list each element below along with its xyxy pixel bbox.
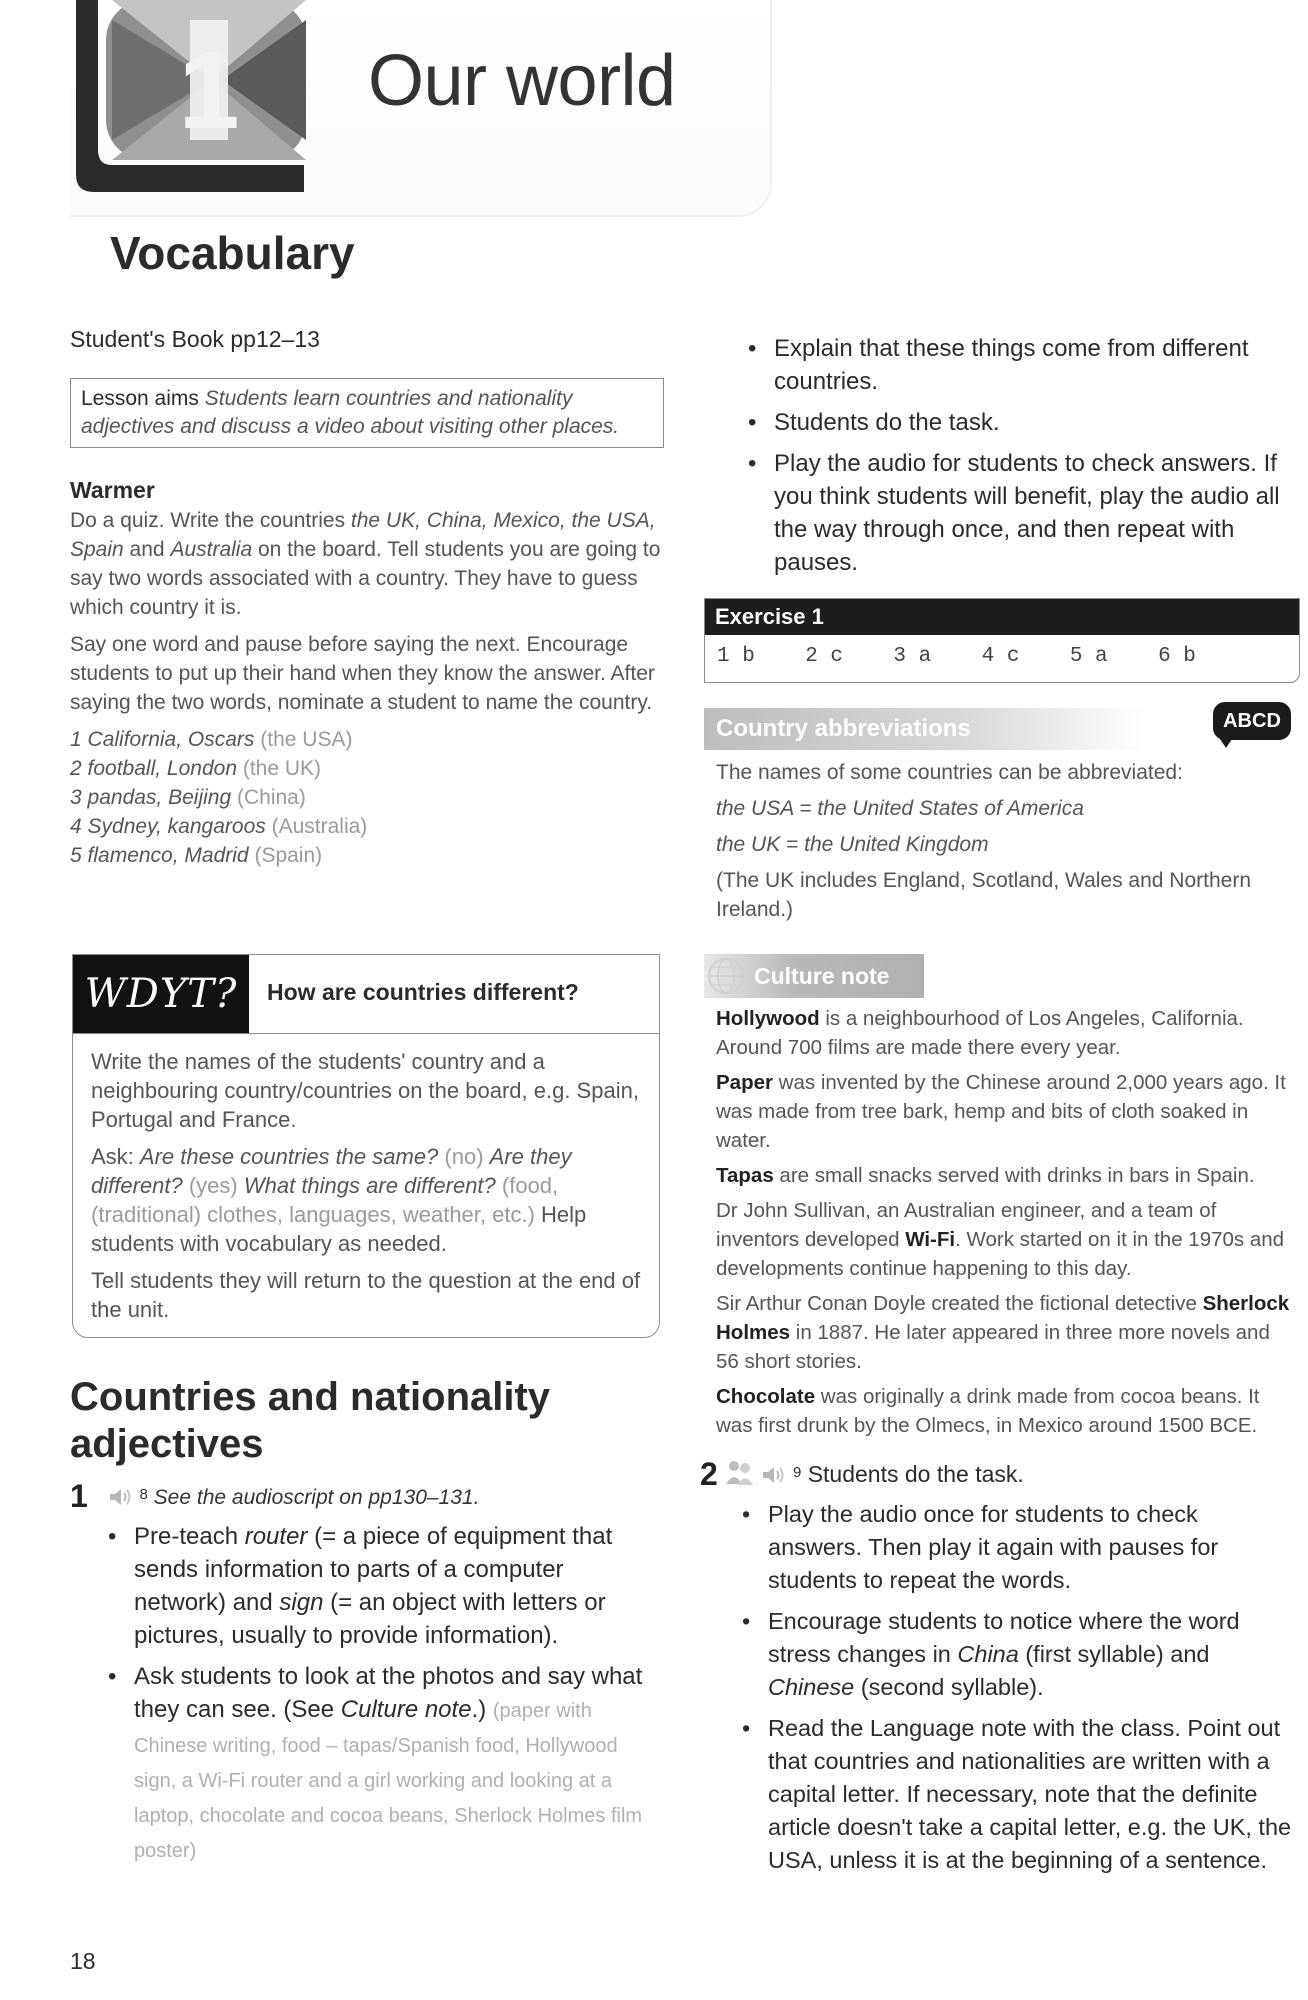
- quiz-item: 4 Sydney, kangaroos (Australia): [70, 815, 368, 838]
- audio-track-number: 9: [792, 1464, 802, 1481]
- students-book-reference: Student's Book pp12–13: [70, 326, 320, 352]
- lesson-aims-label: Lesson aims: [81, 387, 199, 410]
- culture-item: Chocolate was originally a drink made from cocoa beans. It was first drunk by the Olmecs, in Mexico around 1500 BCE.: [716, 1385, 1260, 1437]
- lesson-aims-text: Students learn countries and nationality adjectives and discuss a video about visiting other places.: [81, 387, 620, 438]
- warmer-heading: Warmer: [70, 477, 155, 503]
- audioscript-reference: See the audioscript on pp130–131.: [153, 1486, 480, 1509]
- quiz-item: 5 flamenco, Madrid (Spain): [70, 844, 323, 867]
- abbreviations-note: (The UK includes England, Scotland, Wales and Northern Ireland.): [716, 869, 1252, 921]
- globe-icon: [706, 956, 746, 996]
- unit-badge-icon: [72, 0, 316, 195]
- audio-speaker-icon: [108, 1487, 134, 1507]
- exercise-2-intro: Students do the task.: [807, 1461, 1024, 1487]
- exercise-2-bullets: [734, 1498, 1294, 1885]
- abbreviation-line: the UK = the United Kingdom: [716, 833, 989, 856]
- abbreviation-line: the USA = the United States of America: [716, 797, 1084, 820]
- exercise-1-number: 1: [70, 1478, 88, 1514]
- audio-track-number: 8: [139, 1486, 148, 1503]
- pairwork-icon: [724, 1458, 754, 1486]
- list-item: • Students do the task.: [740, 406, 1280, 439]
- section-title: Vocabulary: [110, 227, 355, 279]
- exercise-1-line: [70, 1478, 479, 1515]
- list-item: • Play the audio for students to check answers. If you think students will benefit, play the audio all the way through once, and then repeat with pauses.: [740, 447, 1280, 579]
- intro-bullets: [740, 332, 1280, 587]
- wdyt-paragraph-3: Tell students they will return to the question at the end of the unit.: [91, 1268, 641, 1322]
- exercise-box-title: Exercise 1: [705, 599, 1299, 635]
- warmer-paragraph-1: Do a quiz. Write the countries the UK, China, Mexico, the USA, Spain and Australia on the board. Tell students you are going to say two words associated with a country. They have to guess which country it is.: [70, 509, 661, 619]
- quiz-item: 1 California, Oscars (the USA): [70, 728, 353, 751]
- wdyt-box: [72, 954, 660, 1338]
- culture-note-body: [716, 1004, 1296, 1446]
- warmer-paragraph-2: Say one word and pause before saying the next. Encourage students to put up their hand when they know the answer. After saying the two words, nominate a student to name the country.: [70, 633, 655, 714]
- culture-note-heading: Culture note: [704, 954, 924, 998]
- wdyt-paragraph-2: Ask: Are these countries the same? (no) Are they different? (yes) What things are different? (food, (traditional) clothes, languages, weather, etc.) Help students with vocabulary as needed.: [91, 1144, 587, 1256]
- abcd-badge: ABCD: [1213, 702, 1291, 740]
- wdyt-body: [91, 1047, 647, 1324]
- list-item: • Ask students to look at the photos and say what they can see. (See Culture note.) (paper with Chinese writing, food – tapas/Spanish food, Hollywood sign, a Wi-Fi router and a girl working and looking at a laptop, chocolate and cocoa beans, Sherlock Holmes film poster): [100, 1660, 660, 1868]
- culture-item: Hollywood is a neighbourhood of Los Angeles, California. Around 700 films are made there every year.: [716, 1007, 1244, 1059]
- exercise-1-bullets: [100, 1520, 660, 1876]
- culture-item: Dr John Sullivan, an Australian engineer, and a team of inventors developed Wi-Fi. Work started on it in the 1970s and developments continue happening to this day.: [716, 1199, 1285, 1280]
- warmer-body: [70, 506, 670, 870]
- quiz-item: 3 pandas, Beijing (China): [70, 786, 306, 809]
- country-abbreviations-heading: Country abbreviations: [704, 708, 1144, 750]
- culture-item: Tapas are small snacks served with drinks in bars in Spain.: [716, 1164, 1255, 1187]
- abbreviations-intro: The names of some countries can be abbreviated:: [716, 761, 1183, 784]
- list-item: • Read the Language note with the class. Point out that countries and nationalities are written with a capital letter. If necessary, note that the definite article doesn't take a capital letter, e.g. the UK, the USA, unless it is at the beginning of a sentence.: [734, 1712, 1294, 1877]
- exercise-2-number: 2: [700, 1456, 718, 1492]
- countries-nationality-heading: Countries and nationality adjectives: [70, 1375, 551, 1466]
- culture-item: Paper was invented by the Chinese around 2,000 years ago. It was made from tree bark, hemp and bits of cloth soaked in water.: [716, 1071, 1286, 1152]
- wdyt-header: [73, 955, 659, 1034]
- list-item: • Play the audio once for students to check answers. Then play it again with pauses for students to repeat the words.: [734, 1498, 1294, 1597]
- list-item: • Pre-teach router (= a piece of equipment that sends information to parts of a computer network) and sign (= an object with letters or pictures, usually to provide information).: [100, 1520, 660, 1652]
- abcd-badge-tail: [1218, 736, 1234, 748]
- unit-number: 1: [178, 29, 240, 152]
- unit-title: Our world: [368, 41, 676, 121]
- list-item: • Encourage students to notice where the word stress changes in China (first syllable) and Chinese (second syllable).: [734, 1605, 1294, 1704]
- culture-item: Sir Arthur Conan Doyle created the fictional detective Sherlock Holmes in 1887. He later appeared in three more novels and 56 short stories.: [716, 1292, 1290, 1373]
- page-number: 18: [70, 1948, 96, 1974]
- audio-speaker-icon: [761, 1465, 787, 1485]
- exercise-2-line: [700, 1456, 1024, 1493]
- wdyt-paragraph-1: Write the names of the students' country and a neighbouring country/countries on the board, e.g. Spain, Portugal and France.: [91, 1049, 639, 1132]
- list-item: • Explain that these things come from different countries.: [740, 332, 1280, 398]
- exercise-answers: 1 b 2 c 3 a 4 c 5 a 6 b: [717, 645, 1196, 668]
- lesson-aims-box: [70, 378, 664, 448]
- wdyt-question: How are countries different?: [267, 979, 579, 1005]
- exercise-1-answer-box: [704, 598, 1300, 683]
- wdyt-logo: WDYT?: [73, 955, 249, 1033]
- abbreviations-body: [716, 758, 1296, 931]
- quiz-item: 2 football, London (the UK): [70, 757, 322, 780]
